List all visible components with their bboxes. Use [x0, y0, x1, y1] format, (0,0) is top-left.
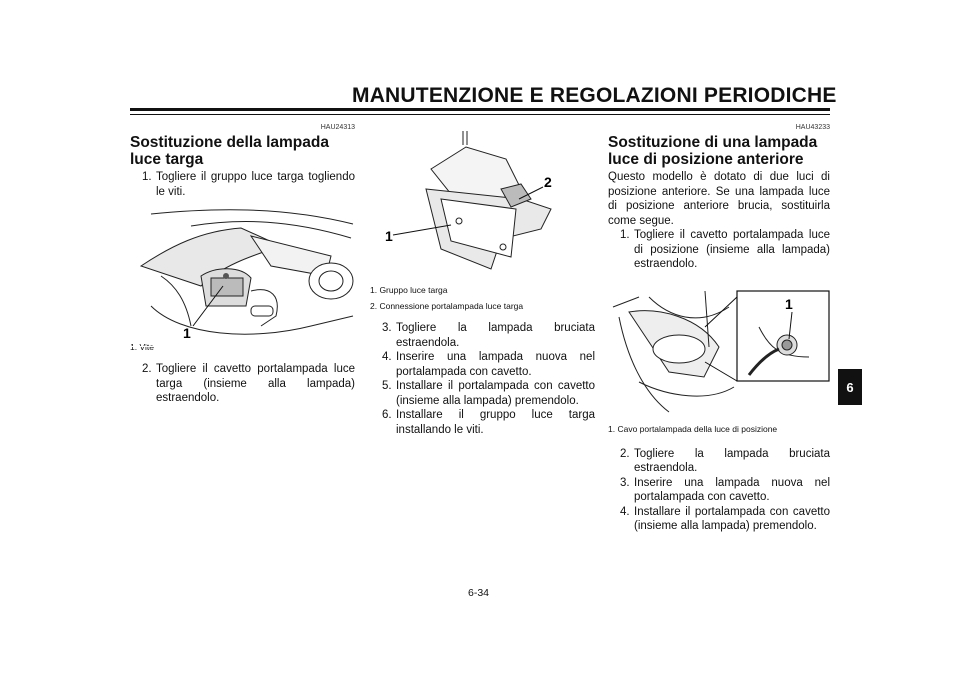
callout-1: 1 — [785, 295, 793, 312]
section-code: HAU24313 — [320, 124, 355, 131]
step-item: 3. Togliere la lampada bruciata estraendola. — [382, 322, 595, 349]
section-title: Sostituzione di una lampada luce di posizione anteriore — [608, 134, 818, 168]
steps-list — [608, 447, 830, 534]
figure-caption: 1. Cavo portalampada della luce di posizione — [608, 423, 778, 434]
header-rule-thin — [130, 114, 830, 115]
figure-license-light-illustration — [370, 128, 595, 278]
step-item: 2. Togliere la lampada bruciata estraendola. — [620, 447, 830, 474]
section-code: HAU43233 — [795, 124, 830, 131]
page-header-title: MANUTENZIONE E REGOLAZIONI PERIODICHE — [352, 84, 837, 107]
step-item: 3. Inserire una lampada nuova nel portalampada con cavetto. — [620, 476, 830, 503]
figure-caption: 1. Gruppo luce targa 2. Connessione portalampada luce targa — [370, 285, 524, 311]
intro-paragraph: Questo modello è dotato di due luci di posizione anteriore. Se una lampada luce di posizione anteriore brucia, sostituirla come segue. — [608, 171, 830, 227]
step-item: 6. Installare il gruppo luce targa installando le viti. — [382, 409, 595, 436]
steps-list — [370, 321, 595, 437]
screw-illustration — [131, 206, 356, 346]
right-column — [608, 124, 830, 534]
license-light-illustration — [371, 129, 596, 277]
callout-1: 1 — [385, 228, 393, 244]
steps-list — [130, 362, 355, 406]
left-column — [130, 124, 355, 406]
step-item: 1. Togliere il cavetto portalampada luce di posizione (insieme alla lampada) estraendolo. — [620, 229, 830, 270]
chapter-tab: 6 — [838, 369, 862, 405]
step-item: 4. Installare il portalampada con cavetto (insieme alla lampada) premendolo. — [620, 505, 830, 532]
position-light-illustration — [609, 287, 831, 417]
step-item: 4. Inserire una lampada nuova nel portalampada con cavetto. — [382, 351, 595, 378]
step-item: 5. Installare il portalampada con cavetto (insieme alla lampada) premendolo. — [382, 380, 595, 407]
page-number: 6-34 — [468, 587, 490, 599]
middle-column — [370, 124, 595, 437]
figure-caption: 1. Vite — [130, 342, 154, 352]
callout-1: 1 — [183, 325, 191, 341]
steps-list — [130, 170, 355, 199]
step-item: 2. Togliere il cavetto portalampada luce targa (insieme alla lampada) estraendolo. — [142, 363, 355, 404]
callout-2: 2 — [544, 174, 552, 190]
figure-screw-illustration — [130, 205, 355, 347]
header-rule-thick — [130, 108, 830, 111]
section-title: Sostituzione della lampada luce targa — [130, 134, 329, 168]
step-item: 1. Togliere il gruppo luce targa togliendo le viti. — [142, 171, 355, 198]
figure-position-light-illustration — [608, 286, 830, 418]
steps-list — [608, 228, 830, 272]
